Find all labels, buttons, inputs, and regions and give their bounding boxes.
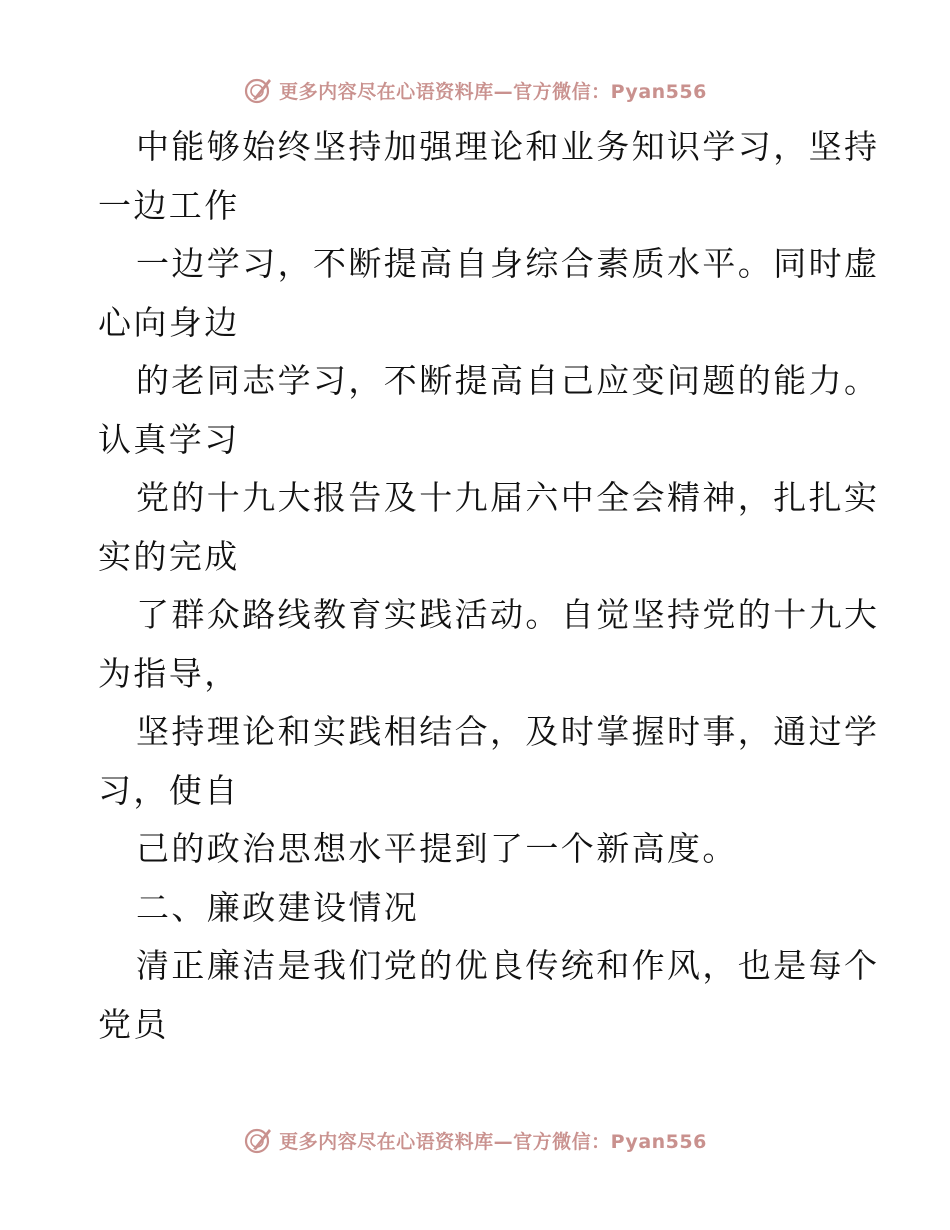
- header-watermark: [0, 70, 950, 110]
- text-line: 己的政治思想水平提到了一个新高度。: [136, 829, 738, 868]
- brush-logo-icon: [243, 1125, 273, 1155]
- text-line: 中能够始终坚持加强理论和业务知识学习，坚持: [136, 127, 880, 166]
- text-line: 心向身边: [98, 302, 240, 342]
- text-line: 一边学习，不断提高自身综合素质水平。同时虚: [136, 244, 880, 283]
- text-line: 一边工作: [98, 185, 240, 225]
- footer-watermark: [0, 1120, 950, 1160]
- watermark-text: 更多内容尽在心语资料库—官方微信：Pyan556: [279, 80, 707, 103]
- text-line: 党员: [98, 1004, 169, 1044]
- text-line: 坚持理论和实践相结合，及时掌握时事，通过学: [136, 712, 880, 751]
- text-line: 实的完成: [98, 536, 240, 576]
- text-line: 了群众路线教育实践活动。自觉坚持党的十九大: [136, 595, 880, 634]
- brush-logo-icon: [243, 75, 273, 105]
- text-line: 清正廉洁是我们党的优良传统和作风，也是每个: [136, 946, 880, 985]
- text-line: 习，使自: [98, 770, 240, 810]
- text-line: 为指导，: [98, 653, 240, 693]
- text-line: 认真学习: [98, 419, 240, 459]
- section-heading: 二、廉政建设情况: [136, 887, 420, 927]
- watermark-text: 更多内容尽在心语资料库—官方微信：Pyan556: [279, 1130, 707, 1153]
- text-line: 的老同志学习，不断提高自己应变问题的能力。: [136, 361, 880, 400]
- document-body: [98, 118, 880, 1054]
- text-line: 党的十九大报告及十九届六中全会精神，扎扎实: [136, 478, 880, 517]
